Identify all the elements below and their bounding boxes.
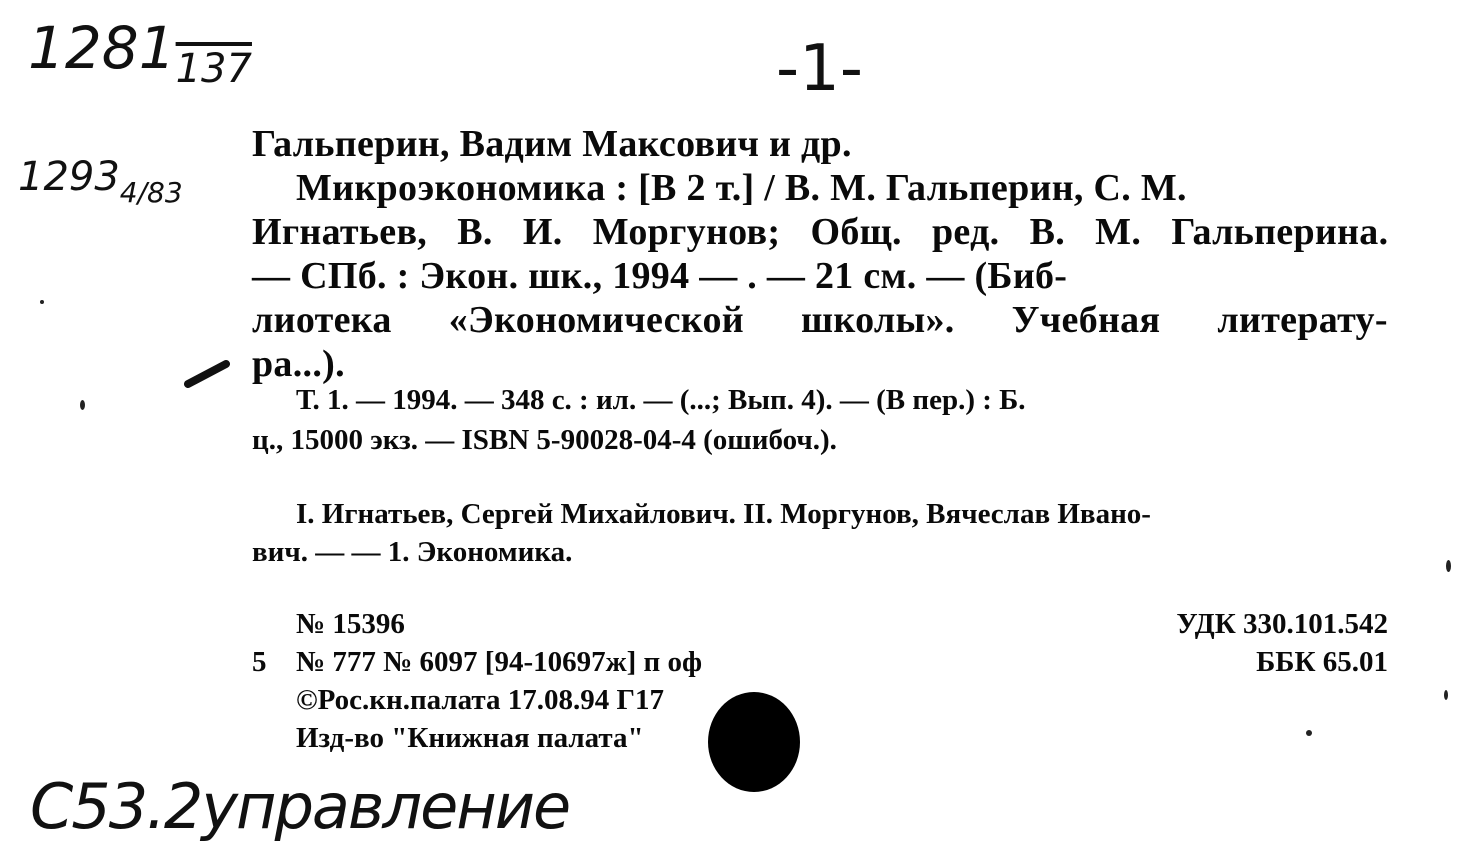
title-line: лиотека «Экономической школы». Учебная литерату- (252, 299, 1388, 341)
udk-index: УДК 330.101.542 (1176, 608, 1388, 640)
publisher-line: Изд-во "Книжная палата" (296, 722, 644, 754)
numbers-line: № 777 № 6097 [94-10697ж] п оф (296, 646, 703, 678)
title-line: Игнатьев, В. И. Моргунов; Общ. ред. В. М. Гальперина. (252, 211, 1389, 253)
handwritten-classification: C53.2управление (30, 770, 570, 843)
record-number: № 15396 (296, 608, 405, 640)
handwritten-number: 1281 (28, 14, 176, 82)
scan-speck (40, 300, 44, 304)
scan-speck (80, 400, 85, 410)
title-line: ра...). (252, 343, 345, 385)
bbk-index: ББК 65.01 (1256, 646, 1388, 678)
title-line: Микроэкономика : [В 2 т.] / В. М. Гальперин, С. М. (296, 167, 1187, 209)
handwritten-shelfmark-second (18, 154, 183, 209)
left-digit: 5 (252, 646, 267, 678)
added-entries-line: I. Игнатьев, Сергей Михайлович. II. Моргунов, Вячеслав Ивано- (296, 498, 1151, 530)
handwritten-number: 1293 (18, 154, 120, 200)
handwritten-fraction: 137 (175, 46, 252, 92)
volume-line: ц., 15000 экз. — ISBN 5-90028-04-4 (ошибоч.). (252, 424, 837, 456)
handwritten-page-marker: -1- (776, 32, 863, 106)
handwritten-shelfmark-top (28, 14, 252, 92)
added-entries-line: вич. — — 1. Экономика. (252, 536, 573, 568)
scan-speck (1446, 560, 1451, 572)
punch-hole (704, 690, 804, 802)
handwritten-fraction: 4/83 (119, 176, 183, 209)
scan-speck (1306, 730, 1312, 736)
check-mark (184, 358, 230, 390)
copyright-line: ©Рос.кн.палата 17.08.94 Г17 (296, 684, 664, 716)
scan-speck (1444, 690, 1448, 700)
author-heading: Гальперин, Вадим Максович и др. (252, 123, 852, 165)
volume-line: Т. 1. — 1994. — 348 с. : ил. — (...; Вып. 4). — (В пер.) : Б. (296, 384, 1026, 416)
title-line: — СПб. : Экон. шк., 1994 — . — 21 см. — (Биб- (252, 255, 1068, 297)
